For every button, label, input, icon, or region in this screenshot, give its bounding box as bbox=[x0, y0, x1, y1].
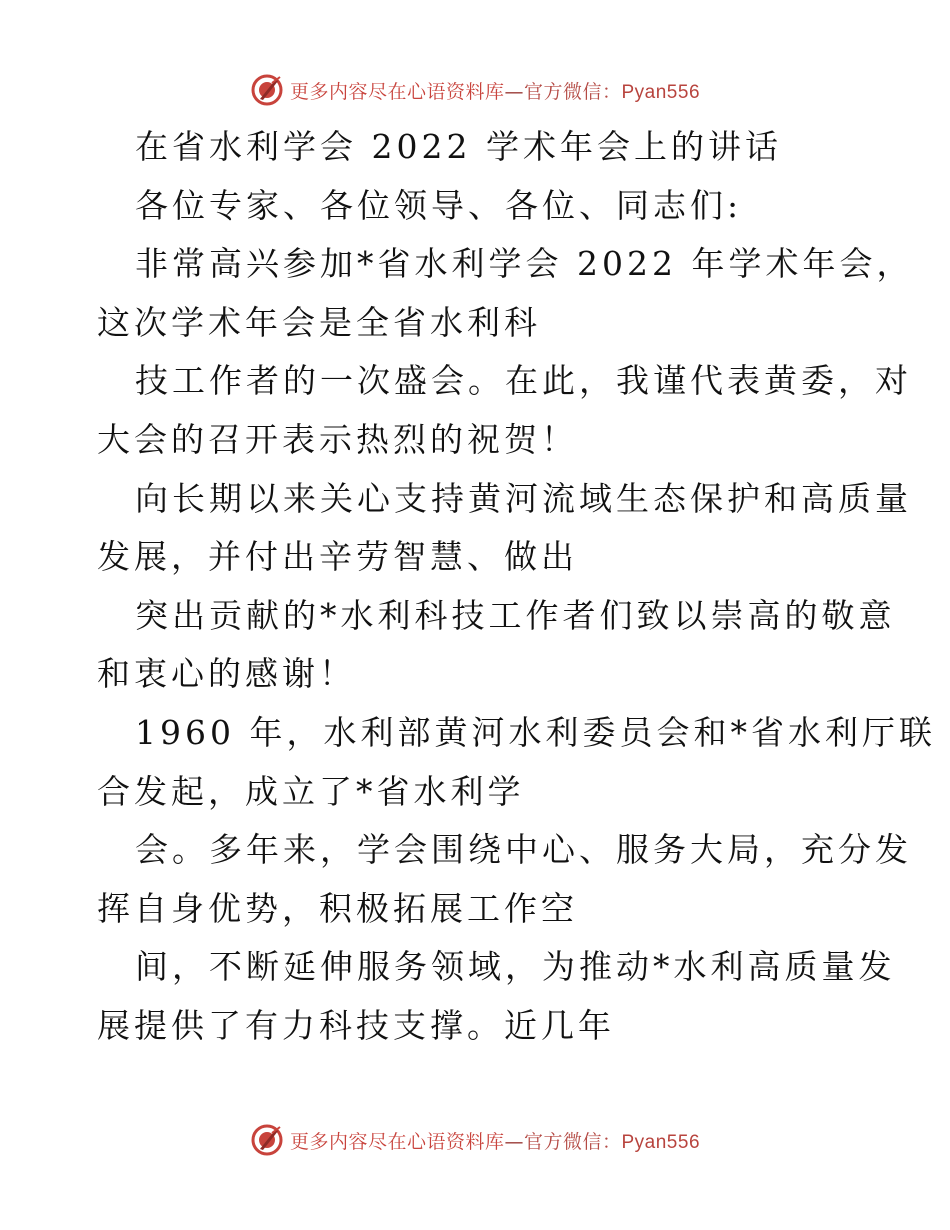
document-line: 这次学术年会是全省水利科 bbox=[97, 302, 541, 342]
document-line: 挥自身优势，积极拓展工作空 bbox=[97, 888, 578, 928]
watermark-wechat-label: 官方微信： bbox=[523, 80, 622, 103]
document-body bbox=[97, 118, 936, 1056]
watermark-separator: — bbox=[504, 80, 524, 103]
document-line: 在省水利学会 2022 学术年会上的讲话 bbox=[135, 127, 782, 166]
document-line: 非常高兴参加*省水利学会 2022 年学术年会， bbox=[135, 244, 914, 284]
document-line: 向长期以来关心支持黄河流域生态保护和高质量 bbox=[135, 478, 912, 518]
document-line: 突出贡献的*水利科技工作者们致以崇高的敬意 bbox=[135, 595, 896, 635]
watermark-main: 更多内容尽在心语资料库 bbox=[289, 80, 505, 103]
document-line: 各位专家、各位领导、各位、同志们: bbox=[135, 185, 743, 225]
document-line: 发展，并付出辛劳智慧、做出 bbox=[97, 537, 578, 577]
quill-seal-icon bbox=[250, 1123, 284, 1157]
document-line: 1960 年，水利部黄河水利委员会和*省水利厅联 bbox=[135, 712, 936, 752]
document-line: 间，不断延伸服务领域，为推动*水利高质量发 bbox=[135, 947, 896, 987]
watermark-text bbox=[290, 77, 700, 104]
watermark-separator: — bbox=[504, 1130, 524, 1153]
document-line: 和衷心的感谢！ bbox=[97, 654, 356, 694]
document-line: 展提供了有力科技支撑。近几年 bbox=[97, 1005, 615, 1045]
quill-seal-icon bbox=[250, 73, 284, 107]
watermark-text bbox=[290, 1127, 700, 1154]
watermark-main: 更多内容尽在心语资料库 bbox=[289, 1130, 505, 1153]
watermark-handle: Pyan556 bbox=[621, 81, 701, 103]
document-line: 技工作者的一次盛会。在此，我谨代表黄委，对 bbox=[135, 361, 912, 401]
watermark-handle: Pyan556 bbox=[621, 1131, 701, 1153]
watermark-wechat-label: 官方微信： bbox=[523, 1130, 622, 1153]
document-line: 合发起，成立了*省水利学 bbox=[97, 771, 525, 811]
document-line: 会。多年来，学会围绕中心、服务大局，充分发 bbox=[135, 830, 912, 870]
footer-watermark bbox=[0, 1120, 950, 1160]
document-line: 大会的召开表示热烈的祝贺！ bbox=[97, 419, 578, 459]
header-watermark bbox=[0, 70, 950, 110]
